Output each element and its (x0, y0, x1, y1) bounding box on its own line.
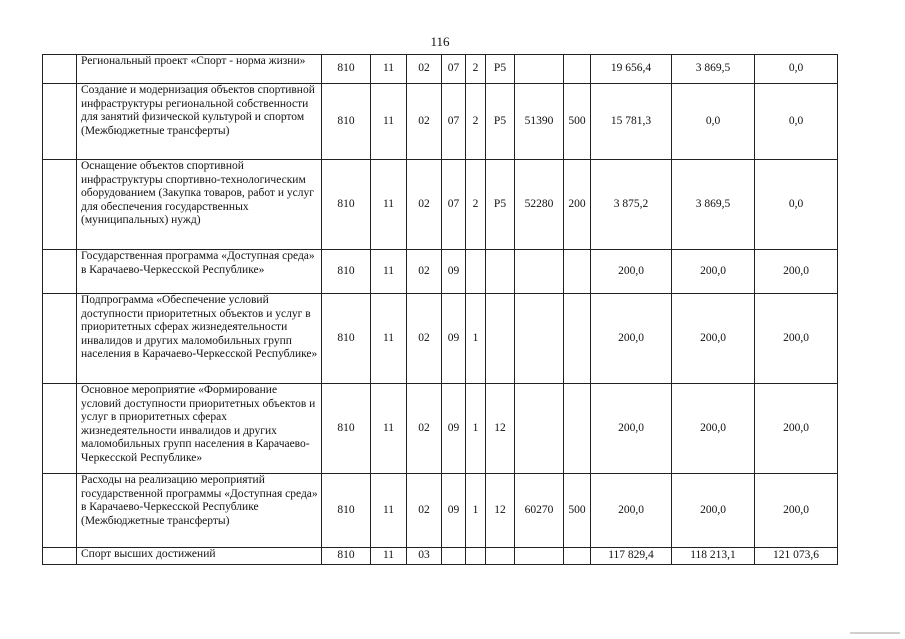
row-name: Расходы на реализацию мероприятий государственной программы «Доступная среда» в Карачаево-Черкесской Республике (Межбюджетные трансферты) (77, 474, 322, 548)
table-row (43, 84, 838, 160)
event-code (486, 548, 515, 565)
subsection-code: 02 (407, 84, 442, 160)
sum-year-1: 19 656,4 (591, 55, 672, 84)
event-code: Р5 (486, 55, 515, 84)
direction-code: 52280 (515, 160, 564, 250)
row-name: Подпрограмма «Обеспечение условий доступности приоритетных объектов и услуг в приоритетных сферах жизнедеятельности инвалидов и других маломобильных групп населения в Карачаево-Черкесской Республике» (77, 294, 322, 384)
row-name: Спорт высших достижений (77, 548, 322, 565)
section-code: 11 (371, 84, 407, 160)
expense-type-code (564, 250, 591, 294)
sum-year-3: 0,0 (755, 55, 838, 84)
event-code: Р5 (486, 160, 515, 250)
num-cell (43, 474, 77, 548)
grbs-code: 810 (322, 474, 371, 548)
direction-code (515, 384, 564, 474)
sum-year-1: 15 781,3 (591, 84, 672, 160)
event-code: Р5 (486, 84, 515, 160)
direction-code: 51390 (515, 84, 564, 160)
num-cell (43, 548, 77, 565)
sum-year-3: 200,0 (755, 474, 838, 548)
expense-type-code (564, 294, 591, 384)
table-row (43, 384, 838, 474)
subprogram-code: 2 (466, 84, 486, 160)
section-code: 11 (371, 384, 407, 474)
sum-year-1: 117 829,4 (591, 548, 672, 565)
subprogram-code: 1 (466, 384, 486, 474)
subsection-code: 02 (407, 474, 442, 548)
program-code: 09 (442, 294, 466, 384)
grbs-code: 810 (322, 160, 371, 250)
sum-year-2: 200,0 (672, 250, 755, 294)
sum-year-3: 0,0 (755, 160, 838, 250)
grbs-code: 810 (322, 250, 371, 294)
sum-year-2: 3 869,5 (672, 55, 755, 84)
section-code: 11 (371, 474, 407, 548)
direction-code (515, 55, 564, 84)
page-number: 116 (430, 34, 450, 49)
subsection-code: 02 (407, 160, 442, 250)
row-name: Основное мероприятие «Формирование условий доступности приоритетных объектов и услуг в приоритетных сферах жизнедеятельности инвалидов и других маломобильных групп населения в Карачаево-Черкесской Республике» (77, 384, 322, 474)
grbs-code: 810 (322, 55, 371, 84)
sum-year-2: 118 213,1 (672, 548, 755, 565)
sum-year-2: 200,0 (672, 474, 755, 548)
direction-code: 60270 (515, 474, 564, 548)
expense-type-code: 500 (564, 84, 591, 160)
sum-year-2: 200,0 (672, 384, 755, 474)
sum-year-3: 200,0 (755, 294, 838, 384)
event-code (486, 294, 515, 384)
event-code (486, 250, 515, 294)
num-cell (43, 55, 77, 84)
row-name: Региональный проект «Спорт - норма жизни» (77, 55, 322, 84)
sum-year-2: 0,0 (672, 84, 755, 160)
num-cell (43, 160, 77, 250)
expense-type-code (564, 548, 591, 565)
section-code: 11 (371, 160, 407, 250)
sum-year-3: 200,0 (755, 384, 838, 474)
num-cell (43, 294, 77, 384)
grbs-code: 810 (322, 294, 371, 384)
subsection-code: 02 (407, 55, 442, 84)
table-row (43, 250, 838, 294)
subsection-code: 03 (407, 548, 442, 565)
subsection-code: 02 (407, 294, 442, 384)
event-code: 12 (486, 384, 515, 474)
event-code: 12 (486, 474, 515, 548)
sum-year-1: 200,0 (591, 294, 672, 384)
program-code: 07 (442, 84, 466, 160)
sum-year-1: 200,0 (591, 250, 672, 294)
grbs-code: 810 (322, 84, 371, 160)
subprogram-code (466, 250, 486, 294)
program-code: 09 (442, 384, 466, 474)
section-code: 11 (371, 250, 407, 294)
table-body (43, 55, 838, 565)
num-cell (43, 250, 77, 294)
direction-code (515, 250, 564, 294)
expense-type-code (564, 384, 591, 474)
sum-year-3: 200,0 (755, 250, 838, 294)
table-row (43, 160, 838, 250)
subprogram-code: 2 (466, 160, 486, 250)
section-code: 11 (371, 548, 407, 565)
sum-year-3: 0,0 (755, 84, 838, 160)
sum-year-2: 3 869,5 (672, 160, 755, 250)
program-code: 09 (442, 474, 466, 548)
row-name: Создание и модернизация объектов спортивной инфраструктуры региональной собственности для занятий физической культурой и спортом (Межбюджетные трансферты) (77, 84, 322, 160)
sum-year-2: 200,0 (672, 294, 755, 384)
direction-code (515, 548, 564, 565)
subprogram-code: 1 (466, 474, 486, 548)
direction-code (515, 294, 564, 384)
sum-year-3: 121 073,6 (755, 548, 838, 565)
section-code: 11 (371, 294, 407, 384)
subprogram-code: 2 (466, 55, 486, 84)
expense-type-code: 500 (564, 474, 591, 548)
sum-year-1: 200,0 (591, 474, 672, 548)
num-cell (43, 384, 77, 474)
num-cell (43, 84, 77, 160)
table-row (43, 474, 838, 548)
section-code: 11 (371, 55, 407, 84)
grbs-code: 810 (322, 548, 371, 565)
subprogram-code: 1 (466, 294, 486, 384)
sum-year-1: 3 875,2 (591, 160, 672, 250)
table-row (43, 294, 838, 384)
program-code: 07 (442, 160, 466, 250)
subsection-code: 02 (407, 384, 442, 474)
table-row (43, 548, 838, 565)
subprogram-code (466, 548, 486, 565)
expense-type-code: 200 (564, 160, 591, 250)
budget-table (42, 54, 838, 565)
row-name: Оснащение объектов спортивной инфраструктуры спортивно-технологическим оборудованием (Закупка товаров, работ и услуг для обеспечения государственных (муниципальных) нужд) (77, 160, 322, 250)
program-code: 09 (442, 250, 466, 294)
grbs-code: 810 (322, 384, 371, 474)
table-row (43, 55, 838, 84)
sum-year-1: 200,0 (591, 384, 672, 474)
scan-edge-mark (850, 632, 900, 634)
program-code: 07 (442, 55, 466, 84)
row-name: Государственная программа «Доступная среда» в Карачаево-Черкесской Республике» (77, 250, 322, 294)
program-code (442, 548, 466, 565)
expense-type-code (564, 55, 591, 84)
subsection-code: 02 (407, 250, 442, 294)
